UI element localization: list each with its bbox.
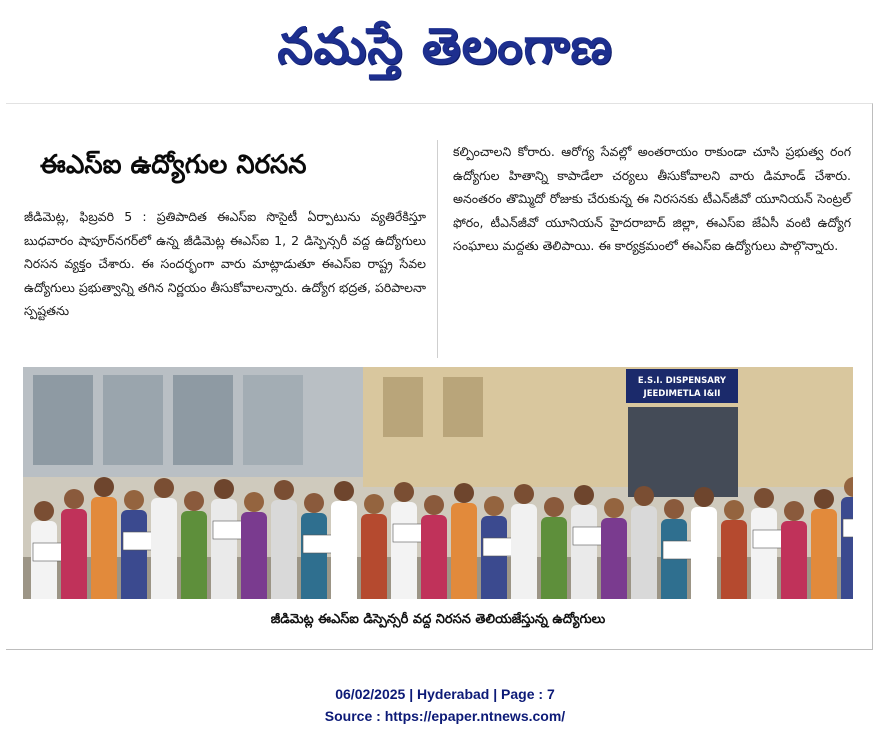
crowd-person xyxy=(541,517,567,599)
crowd-person-head xyxy=(394,482,414,502)
crowd-person-head xyxy=(214,479,234,499)
article-headline: ఈఎస్ఐ ఉద్యోగుల నిరసన xyxy=(40,150,307,180)
crowd-person-head xyxy=(694,487,714,507)
crowd-person xyxy=(151,498,177,599)
crowd-person-head xyxy=(544,497,564,517)
crowd-person-head xyxy=(634,486,654,506)
crowd-person xyxy=(721,520,747,599)
crowd-person-head xyxy=(304,493,324,513)
crowd-person xyxy=(301,513,327,599)
crowd-person xyxy=(691,507,717,599)
footer-date-page: 06/02/2025 | Hyderabad | Page : 7 xyxy=(335,686,555,702)
crowd-person xyxy=(841,497,853,599)
crowd-person-head xyxy=(184,491,204,511)
crowd-person-head xyxy=(724,500,744,520)
crowd-person xyxy=(271,500,297,599)
dispensary-sign-line1: E.S.I. DISPENSARY xyxy=(637,376,727,386)
crowd-person-head xyxy=(664,499,684,519)
crowd-person-head xyxy=(94,477,114,497)
crowd-person-head xyxy=(754,488,774,508)
crowd-person xyxy=(331,501,357,599)
crowd-person xyxy=(391,502,417,599)
newspaper-title: నమస్తే తెలంగాణ xyxy=(277,17,613,75)
article-body-left: జీడిమెట్ల, ఫిబ్రవరి 5 : ప్రతిపాదిత ఈఎస్ఐ సొసైటీ ఏర్పాటును వ్యతిరేకిస్తూ బుధవారం షాపూర్‌నగర్‌లో ఉన్న జీడిమెట్ల ఈఎస్ఐ 1, 2 డిస్పెన్సరీ వద్ద ఉద్యోగులు నిరసన వ్యక్తం చేశారు. ఈ సందర్భంగా వారు మాట్లాడుతూ ఈఎస్ఐ రాష్ట్ర సేవల ఉద్యోగులు ప్రభుత్వాన్ని తగిన నిర్ణయం తీసుకోవాలన్నారు. ఉద్యోగ భద్రత, పరిపాలనా స్పష్టతను xyxy=(24,209,426,318)
crowd-person-head xyxy=(64,489,84,509)
crowd-person-head xyxy=(274,480,294,500)
page-footer xyxy=(0,683,890,727)
dispensary-sign-line2: JEEDIMETLA I&II xyxy=(643,389,721,399)
crowd-person xyxy=(631,506,657,599)
crowd-person xyxy=(181,511,207,599)
crowd-person xyxy=(811,509,837,599)
crowd-person-head xyxy=(784,501,804,521)
crowd-person-head xyxy=(484,496,504,516)
crowd-person-head xyxy=(334,481,354,501)
crowd-person xyxy=(361,514,387,599)
crowd-person xyxy=(421,515,447,599)
crowd-person-head xyxy=(574,485,594,505)
protest-placard xyxy=(843,519,853,537)
footer-source: Source : https://epaper.ntnews.com/ xyxy=(324,708,566,724)
crowd-person xyxy=(601,518,627,599)
crowd-person-head xyxy=(814,489,834,509)
crowd-person-head xyxy=(364,494,384,514)
column-divider xyxy=(437,140,438,358)
crowd-person xyxy=(781,521,807,599)
crowd-person xyxy=(571,505,597,599)
crowd-person xyxy=(91,497,117,599)
crowd-person-head xyxy=(34,501,54,521)
crowd-person-head xyxy=(514,484,534,504)
crowd-person-head xyxy=(424,495,444,515)
article-body-right: కల్పించాలని కోరారు. ఆరోగ్య సేవల్లో అంతరాయం రాకుండా చూసి ప్రభుత్వ రంగ ఉద్యోగుల హితాన్ని కాపాడేలా చర్యలు తీసుకోవాలని వారు డిమాండ్ చేశారు. అనంతరం తొమ్మిదో రోజుకు చేరుకున్న ఈ నిరసనకు టీఎన్‌జీవో యూనియన్ సెంట్రల్ ఫోరం, టీఎన్‌జీవో యూనియన్ హైదరాబాద్ జిల్లా, ఈఎస్ఐ జేఏసీ వంటి ఉద్యోగ సంఘాలు మద్దతు తెలిపాయి. ఈ కార్యక్రమంలో ఈఎస్ఐ ఉద్యోగులు పాల్గొన్నారు. xyxy=(453,144,851,253)
crowd-person-head xyxy=(244,492,264,512)
crowd-person xyxy=(451,503,477,599)
news-photo xyxy=(23,367,853,599)
crowd-person xyxy=(211,499,237,599)
crowd-person-head xyxy=(604,498,624,518)
crowd-person xyxy=(241,512,267,599)
photo-caption: జీడిమెట్ల ఈఎస్ఐ డిస్పెన్సరీ వద్ద నిరసన తెలియజేస్తున్న ఉద్యోగులు xyxy=(270,612,606,627)
crowd-person-head xyxy=(154,478,174,498)
crowd-person xyxy=(511,504,537,599)
crowd-person-head xyxy=(454,483,474,503)
masthead xyxy=(0,0,890,92)
crowd-person xyxy=(481,516,507,599)
crowd-person-head xyxy=(124,490,144,510)
protest-photo-illustration xyxy=(23,367,853,599)
crowd-person xyxy=(61,509,87,599)
crowd-person xyxy=(751,508,777,599)
crowd-person xyxy=(121,510,147,599)
